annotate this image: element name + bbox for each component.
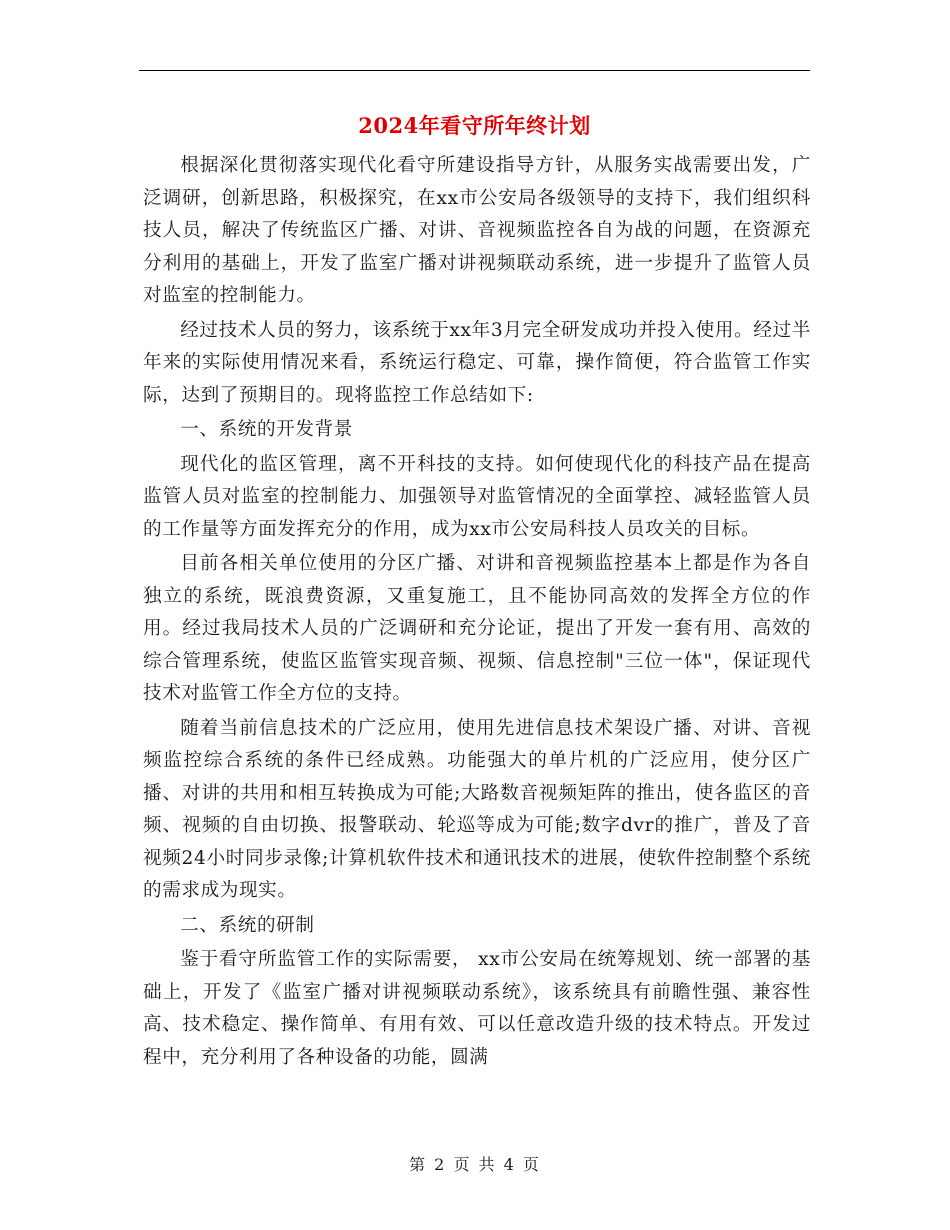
document-title: 2024年看守所年终计划 bbox=[358, 113, 591, 138]
paragraph-technology-conditions: 随着当前信息技术的广泛应用，使用先进信息技术架设广播、对讲、音视频监控综合系统的条件已经成熟。功能强大的单片机的广泛应用，使分区广播、对讲的共用和相互转换成为可能;大路数音视频矩阵的推出，使各监区的音频、视频的自由切换、报警联动、轮巡等成为可能;数字dvr的推广，普及了音视频24小时同步录像;计算机软件技术和通讯技术的进展，使软件控制整个系统的需求成为现实。 bbox=[143, 717, 811, 901]
paragraph-current-status: 目前各相关单位使用的分区广播、对讲和音视频监控基本上都是作为各自独立的系统，既浪费资源，又重复施工，且不能协同高效的发挥全方位的作用。经过我局技术人员的广泛调研和充分论证，提出了开发一套有用、高效的综合管理系统，使监区监管实现音频、视频、信息控制"三位一体"，保证现代技术对监管工作全方位的支持。 bbox=[143, 553, 811, 704]
paragraph-modern-management: 现代化的监区管理，离不开科技的支持。如何使现代化的科技产品在提高监管人员对监室的控制能力、加强领导对监管情况的全面掌控、减轻监管人员的工作量等方面发挥充分的作用，成为xx市公安局科技人员攻关的目标。 bbox=[143, 453, 811, 540]
document-body bbox=[143, 150, 811, 1076]
section-heading-research: 二、系统的研制 bbox=[180, 914, 315, 936]
paragraph-development-result: 经过技术人员的努力，该系统于xx年3月完全研发成功并投入使用。经过半年来的实际使用情况来看，系统运行稳定、可靠，操作简便，符合监管工作实际，达到了预期目的。现将监控工作总结如下: bbox=[143, 319, 811, 406]
header-rule bbox=[139, 70, 810, 71]
paragraph-intro: 根据深化贯彻落实现代化看守所建设指导方针，从服务实战需要出发，广泛调研，创新思路，积极探究，在xx市公安局各级领导的支持下，我们组织科技人员，解决了传统监区广播、对讲、音视频监控各自为战的问题，在资源充分利用的基础上，开发了监室广播对讲视频联动系统，进一步提升了监管人员对监室的控制能力。 bbox=[143, 155, 811, 306]
page-number: 第 2 页 共 4 页 bbox=[409, 1155, 541, 1174]
section-heading-background: 一、系统的开发背景 bbox=[180, 419, 353, 440]
paragraph-system-development: 鉴于看守所监管工作的实际需要， xx市公安局在统筹规划、统一部署的基础上，开发了《监室广播对讲视频联动系统》，该系统具有前瞻性强、兼容性高、技术稳定、操作简单、有用有效、可以任意改造升级的技术特点。开发过程中，充分利用了各种设备的功能，圆满 bbox=[143, 949, 811, 1068]
